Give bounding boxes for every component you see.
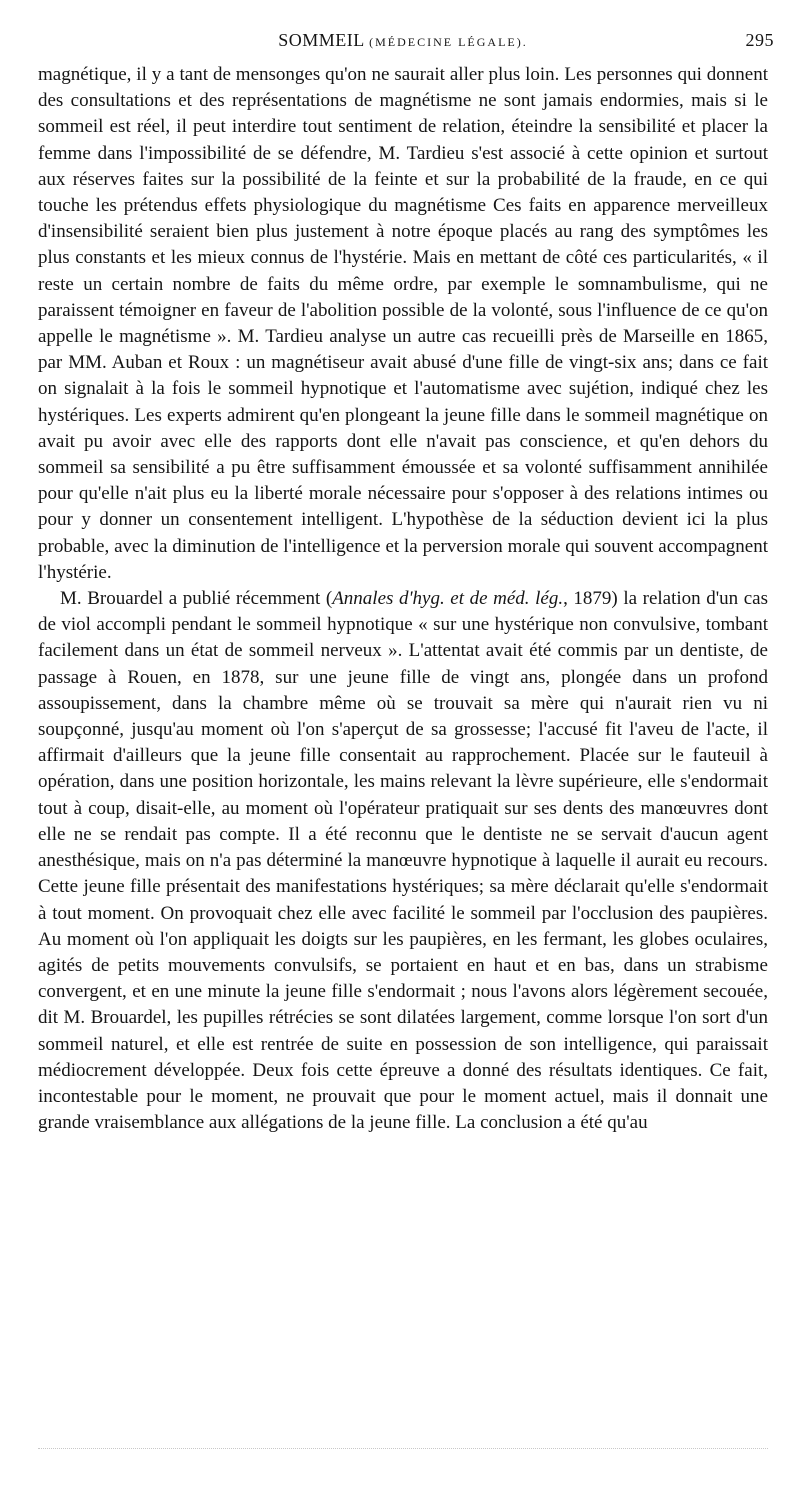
paragraph-2-opening: M. Brouardel a publié récemment ( [60, 588, 333, 610]
running-header [38, 30, 774, 54]
running-title [38, 30, 768, 51]
paragraph-2-continuation: , 1879) la relation d'un cas de viol accompli pendant le sommeil hypnotique « sur une hystérique non convulsive, tombant facilement dans un état de sommeil nerveux ». L'attentat avait été commis par un dentiste, de passage à Rouen, en 1878, sur une jeune fille de vingt ans, plongée dans un profond assoupissement, dans la chambre même où se trouvait sa mère qui n'aurait rien vu ni soupçonné, jusqu'au moment où l'on s'aperçut de sa grossesse; l'accusé fit l'aveu de l'acte, il affirmait d'ailleurs que la jeune fille consentait au rapprochement. Placée sur le fauteuil à opération, dans une position horizontale, les mains relevant la lèvre supérieure, elle s'endormait tout à coup, disait-elle, au moment où l'opérateur pratiquait sur ses dents des manœuvres dont elle ne se rendait pas compte. Il a été reconnu que le dentiste ne se servait d'aucun agent anesthésique, mais on n'a pas déterminé la manœuvre hypnotique à laquelle il aurait eu recours. Cette jeune fille présentait des manifestations hystériques; sa mère déclarait qu'elle s'endormait à tout moment. On provoquait chez elle avec facilité le sommeil par l'occlusion des paupières. Au moment où l'on appliquait les doigts sur les paupières, en les fermant, les globes oculaires, agités de petits mouvements convulsifs, se portaient en haut et en bas, dans un strabisme convergent, et en une minute la jeune fille s'endormait ; nous l'avons alors légèrement secouée, dit M. Brouardel, les pupilles rétrécies se sont dilatées largement, comme lorsque l'on sort d'un sommeil naturel, et elle est rentrée de suite en possession de son intelligence, qui paraissait médiocrement développée. Deux fois cette épreuve a donné des résultats identiques. Ce fait, incontestable pour le moment, ne prouvait que pour le moment actuel, mais il donnait une grande vraisemblance aux allégations de la jeune fille. La conclusion a été qu'au [38, 588, 768, 1134]
book-page [38, 30, 774, 1136]
paragraph-1: magnétique, il y a tant de mensonges qu'on ne saurait aller plus loin. Les personnes qui donnent des consultations et des représentations de magnétisme ne sont jamais endormies, mais si le sommeil est réel, il peut interdire tout sentiment de relation, éteindre la sensibilité et placer la femme dans l'impossibilité de se défendre, M. Tardieu s'est associé à cette opinion et surtout aux réserves faites sur la possibilité de la feinte et sur la probabilité de la fraude, en ce qui touche les prétendus effets physiologique du magnétisme Ces faits en apparence merveilleux d'insensibilité seraient bien plus justement à notre époque placés au rang des symptômes les plus constants et les mieux connus de l'hystérie. Mais en mettant de côté ces particularités, « il reste un certain nombre de faits du même ordre, par exemple le somnambulisme, qui ne paraissent témoigner en faveur de l'abolition possible de la volonté, sous l'influence de ce qu'on appelle le magnétisme ». M. Tardieu analyse un autre cas recueilli près de Marseille en 1865, par MM. Auban et Roux : un magnétiseur avait abusé d'une fille de vingt-six ans; dans ce fait on signalait à la fois le sommeil hypnotique et l'automatisme avec sujétion, indiqué chez les hystériques. Les experts admirent qu'en plongeant la jeune fille dans le sommeil magnétique on avait pu avoir avec elle des rapports dont elle n'avait pas conscience, et qu'en dehors du sommeil sa sensibilité a pu être suffisamment émoussée et sa volonté suffisamment annihilée pour qu'elle n'ait plus eu la liberté morale nécessaire pour s'opposer à des relations intimes ou pour y donner un consentement intelligent. L'hypothèse de la séduction devient ici la plus probable, avec la diminution de l'intelligence et la perversion morale qui souvent accompagnent l'hystérie. [38, 64, 768, 583]
footer-dotted-rule [38, 1448, 768, 1449]
body-text [38, 62, 768, 1136]
paragraph-2 [38, 586, 768, 1136]
citation-journal: Annales d'hyg. et de méd. lég. [332, 588, 564, 610]
page-number: 295 [745, 30, 774, 50]
running-title-main: SOMMEIL [278, 30, 365, 50]
running-title-sub: (MÉDECINE LÉGALE). [369, 35, 528, 49]
